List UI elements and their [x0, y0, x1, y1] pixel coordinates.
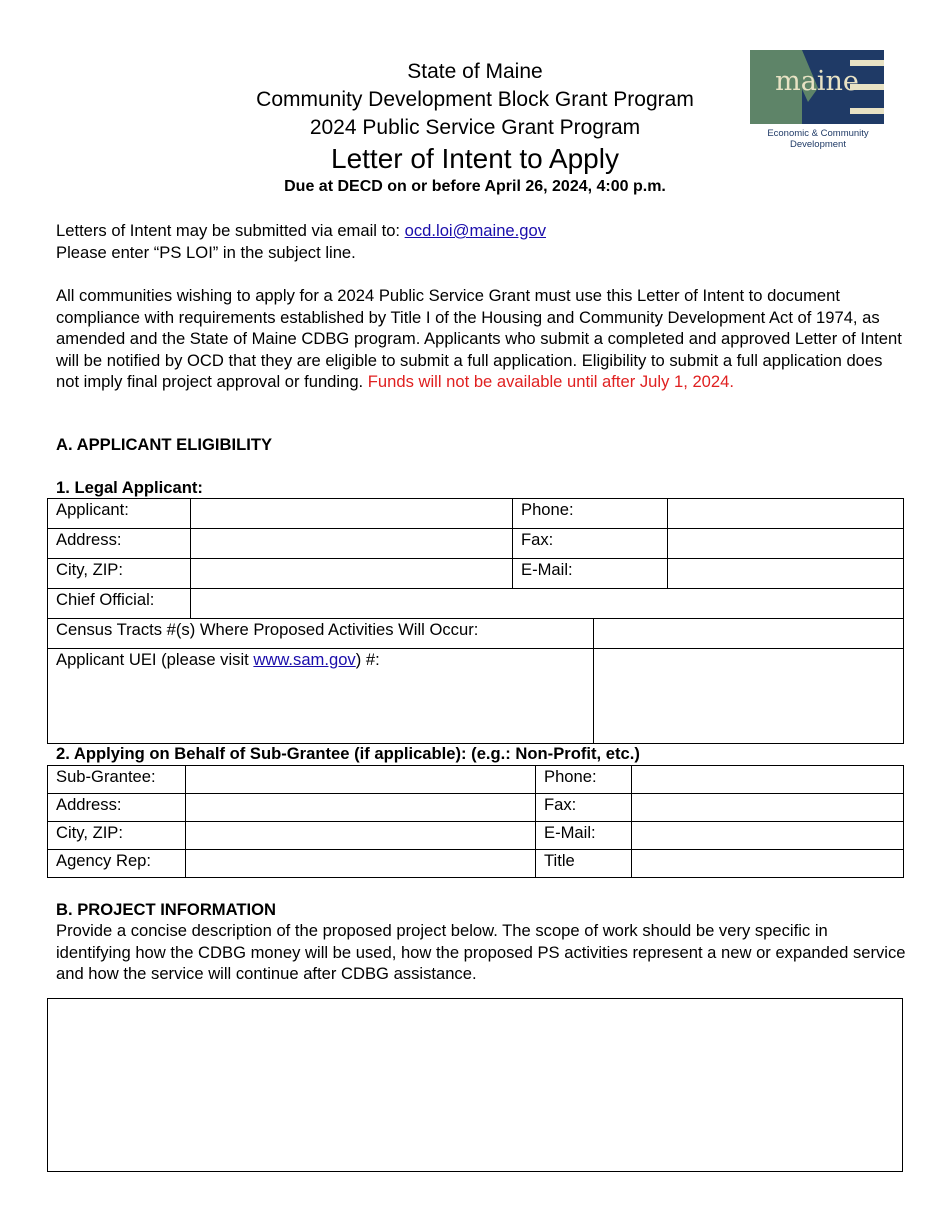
- program-name: Community Development Block Grant Program: [256, 88, 694, 111]
- email-input[interactable]: [668, 559, 904, 589]
- subject-line-note: Please enter “PS LOI” in the subject line.: [56, 242, 356, 262]
- uei-input[interactable]: [594, 649, 904, 744]
- phone-input[interactable]: [668, 499, 904, 529]
- sub-city-zip-input[interactable]: [186, 822, 536, 850]
- section-b-heading: B. PROJECT INFORMATION: [56, 900, 277, 919]
- fax-label: Fax:: [513, 529, 668, 559]
- state-name: State of Maine: [407, 60, 543, 83]
- census-tracts-input[interactable]: [594, 619, 904, 649]
- applicant-input[interactable]: [191, 499, 513, 529]
- legal-applicant-heading: 1. Legal Applicant:: [56, 478, 203, 497]
- section-a-heading: A. APPLICANT ELIGIBILITY: [56, 435, 273, 454]
- eligibility-paragraph: All communities wishing to apply for a 2024 Public Service Grant must use this Letter of Intent to document compliance with requirements established by Title I of the Housing and Community Development Act of 1974, as amended and the State of Maine CDBG program. Applicants who submit a completed and approved Letter of Intent will be notified by OCD that they are eligible to submit a full application. Eligibility to submit a full application does not imply final project approval or funding. Funds will not be available until after July 1, 2024.: [56, 286, 902, 391]
- address-label: Address:: [48, 529, 191, 559]
- phone-label: Phone:: [513, 499, 668, 529]
- sub-fax-input[interactable]: [632, 794, 904, 822]
- agency-rep-label: Agency Rep:: [48, 850, 186, 878]
- sub-grantee-heading: 2. Applying on Behalf of Sub-Grantee (if applicable): (e.g.: Non-Profit, etc.): [56, 744, 640, 763]
- sub-fax-label: Fax:: [536, 794, 632, 822]
- address-input[interactable]: [191, 529, 513, 559]
- sub-phone-label: Phone:: [536, 766, 632, 794]
- sub-grantee-label: Sub-Grantee:: [48, 766, 186, 794]
- sub-city-zip-label: City, ZIP:: [48, 822, 186, 850]
- census-uei-table: [47, 618, 904, 744]
- census-tracts-label: Census Tracts #(s) Where Proposed Activities Will Occur:: [48, 619, 594, 649]
- title-label: Title: [536, 850, 632, 878]
- project-description-input[interactable]: [47, 998, 903, 1172]
- submission-instructions: Letters of Intent may be submitted via email to: ocd.loi@maine.gov Please enter “PS LOI” in the subject line.: [56, 220, 906, 263]
- agency-rep-input[interactable]: [186, 850, 536, 878]
- project-description-instructions: Provide a concise description of the proposed project below. The scope of work should be very specific in identifying how the CDBG money will be used, how the proposed PS activities represent a new or expanded service and how the service will continue after CDBG assistance.: [56, 921, 906, 983]
- sam-gov-link[interactable]: www.sam.gov: [253, 650, 356, 669]
- fax-input[interactable]: [668, 529, 904, 559]
- sub-address-label: Address:: [48, 794, 186, 822]
- applicant-label: Applicant:: [48, 499, 191, 529]
- maine-decd-logo: [750, 50, 886, 150]
- maine-logo-icon: [750, 50, 884, 124]
- funding-notice: Funds will not be available until after July 1, 2024.: [367, 372, 734, 391]
- sub-grantee-input[interactable]: [186, 766, 536, 794]
- due-date: Due at DECD on or before April 26, 2024, 4:00 p.m.: [284, 178, 666, 195]
- logo-word: maine: [775, 66, 859, 97]
- title-input[interactable]: [632, 850, 904, 878]
- chief-official-input[interactable]: [191, 589, 904, 619]
- sub-address-input[interactable]: [186, 794, 536, 822]
- city-zip-label: City, ZIP:: [48, 559, 191, 589]
- sub-phone-input[interactable]: [632, 766, 904, 794]
- document-header: [200, 58, 750, 198]
- logo-caption: Economic & Community Development: [767, 128, 869, 150]
- legal-applicant-table: [47, 498, 904, 619]
- city-zip-input[interactable]: [191, 559, 513, 589]
- grant-program-name: 2024 Public Service Grant Program: [309, 116, 641, 139]
- sub-email-label: E-Mail:: [536, 822, 632, 850]
- uei-label: Applicant UEI (please visit www.sam.gov) #:: [48, 649, 594, 744]
- email-link[interactable]: ocd.loi@maine.gov: [404, 221, 547, 240]
- sub-email-input[interactable]: [632, 822, 904, 850]
- chief-official-label: Chief Official:: [48, 589, 191, 619]
- page-title: Letter of Intent to Apply: [331, 143, 619, 174]
- email-label: E-Mail:: [513, 559, 668, 589]
- sub-grantee-table: [47, 765, 904, 878]
